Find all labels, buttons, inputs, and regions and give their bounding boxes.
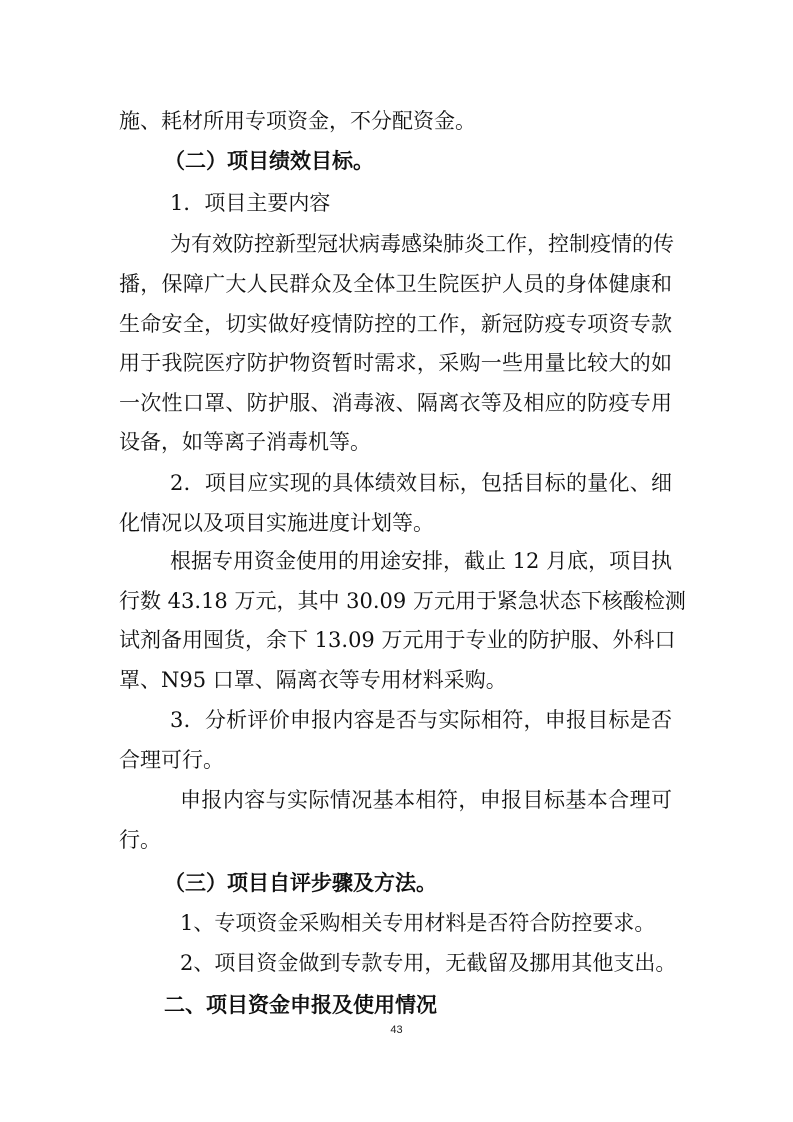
list-item: 1、专项资金采购相关专用材料是否符合防控要求。 [180, 911, 656, 935]
subheading: 化情况以及项目实施进度计划等。 [119, 511, 434, 535]
paragraph-line: 用于我院医疗防护物资暂时需求，采购一些用量比较大的如 [119, 351, 672, 375]
subheading: 合理可行。 [119, 748, 224, 772]
paragraph-line: 申报内容与实际情况基本相符，申报目标基本合理可 [180, 788, 672, 812]
subheading: 1．项目主要内容 [170, 191, 331, 215]
paragraph-line: 为有效防控新型冠状病毒感染肺炎工作，控制疫情的传 [170, 232, 674, 256]
subheading: 2．项目应实现的具体绩效目标，包括目标的量化、细 [170, 471, 672, 495]
paragraph-line: 行数 43.18 万元，其中 30.09 万元用于紧急状态下核酸检测 [119, 589, 686, 613]
section-heading: （二）项目绩效目标。 [164, 149, 374, 173]
paragraph-line: 罩、N95 口罩、隔离衣等专用材料采购。 [119, 668, 507, 692]
paragraph-line: 生命安全，切实做好疫情防控的工作，新冠防疫专项资专款 [119, 312, 672, 336]
chapter-heading: 二、项目资金申报及使用情况 [164, 993, 437, 1017]
list-item: 2、项目资金做到专款专用，无截留及挪用其他支出。 [180, 951, 677, 975]
paragraph-line: 行。 [119, 828, 161, 852]
paragraph-line: 根据专用资金使用的用途安排，截止 12 月底，项目执 [170, 549, 673, 573]
paragraph-line: 设备，如等离子消毒机等。 [119, 430, 371, 454]
paragraph-line: 试剂备用囤货，余下 13.09 万元用于专业的防护服、外科口 [119, 628, 676, 652]
subheading: 3．分析评价申报内容是否与实际相符，申报目标是否 [170, 708, 672, 732]
paragraph-line: 播，保障广大人民群众及全体卫生院医护人员的身体健康和 [119, 272, 672, 296]
paragraph-line: 一次性口罩、防护服、消毒液、隔离衣等及相应的防疫专用 [119, 391, 672, 415]
page-number: 43 [390, 1024, 403, 1036]
section-heading: （三）项目自评步骤及方法。 [164, 871, 437, 895]
text-line: 施、耗材所用专项资金，不分配资金。 [119, 109, 476, 133]
